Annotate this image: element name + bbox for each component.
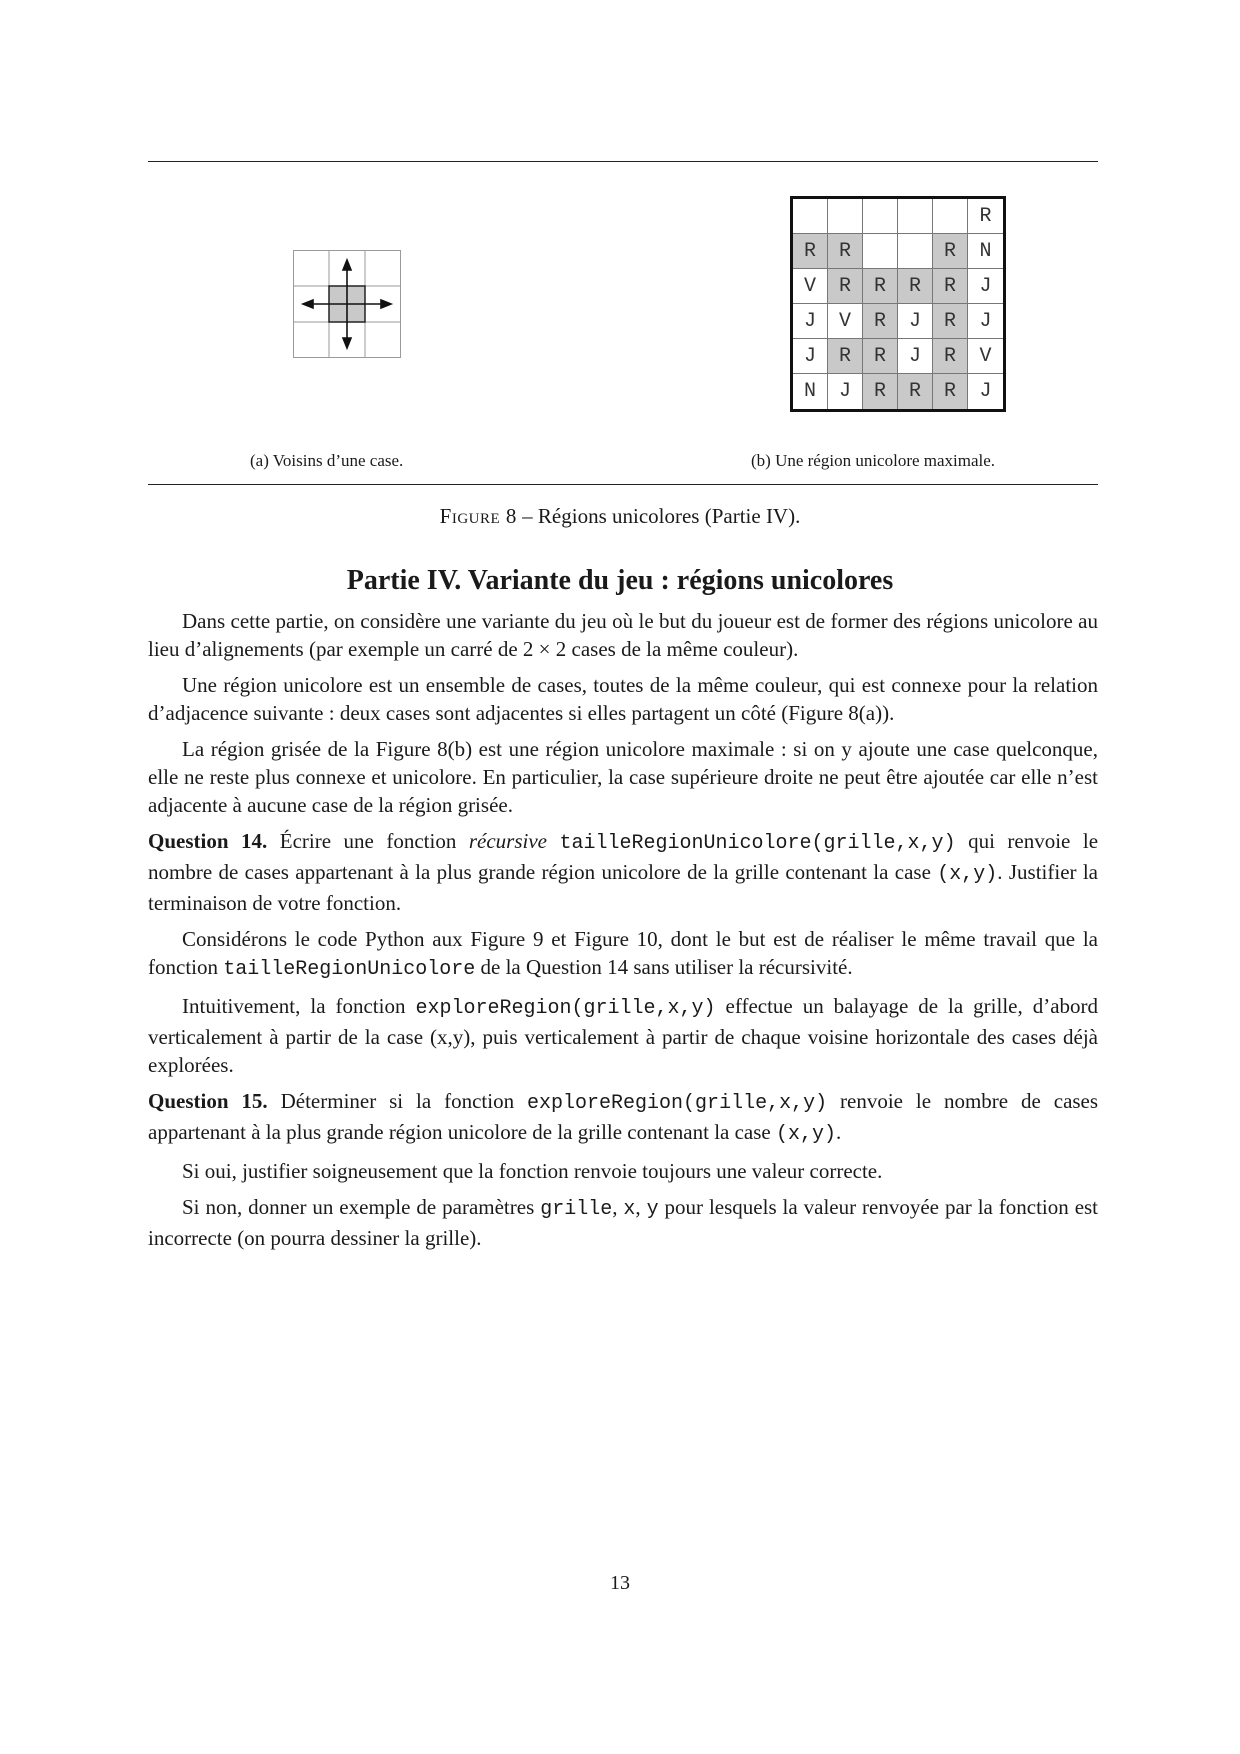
paragraph-5-text-b: effectue un balayage de la grille, d’abord verticalement à partir de la case (x,y), puis verticalement à partir de chaque voisine horizontale des cases déjà explorées. bbox=[148, 994, 1099, 1077]
paragraph-7-code-1: grille bbox=[540, 1198, 613, 1221]
paragraph-5 bbox=[148, 992, 1098, 1079]
grid-cell: N bbox=[793, 374, 828, 409]
grid-cell: R bbox=[863, 339, 898, 374]
grid-cell: R bbox=[933, 269, 968, 304]
paragraph-7-text-a: Si non, donner un exemple de paramètres bbox=[182, 1195, 535, 1219]
figure-a-neighbours-diagram bbox=[293, 250, 401, 362]
grid-cell bbox=[793, 199, 828, 234]
figure-b-caption: (b) Une région unicolore maximale. bbox=[751, 451, 996, 470]
page-number: 13 bbox=[610, 1572, 630, 1594]
grid-cell bbox=[898, 234, 933, 269]
paragraph-7-text-b: pour lesquels la valeur renvoyée par la fonction est incorrecte (on pourra dessiner la grille). bbox=[148, 1195, 1099, 1250]
figure-title-text: Régions unicolores (Partie IV). bbox=[537, 504, 801, 528]
grid-cell: R bbox=[933, 234, 968, 269]
grid-cell: R bbox=[933, 339, 968, 374]
question-14-code-2: (x,y) bbox=[937, 863, 998, 886]
paragraph-2: Une région unicolore est un ensemble de cases, toutes de la même couleur, qui est connexe pour la relation d’adjacence suivante : deux cases sont adjacentes si elles partagent un côté (Figure 8(a)). bbox=[148, 673, 1098, 725]
paragraph-4-text-a: Considérons le code Python aux Figure 9 et Figure 10, dont le but est de réaliser le même travail que la fonction bbox=[148, 927, 1098, 979]
figure-a-caption: (a) Voisins d’une case. bbox=[250, 451, 404, 470]
arrows-icon bbox=[303, 260, 391, 348]
grid-cell: R bbox=[863, 269, 898, 304]
grid-cell: R bbox=[968, 199, 1003, 234]
question-15-text-b: renvoie le nombre de cases appartenant à la plus grande région unicolore de la grille contenant la case bbox=[148, 1089, 1099, 1144]
grid-cell: J bbox=[968, 304, 1003, 339]
question-14-italic: récursive bbox=[468, 829, 547, 853]
grid-cell: R bbox=[828, 339, 863, 374]
grid-cell: R bbox=[793, 234, 828, 269]
paragraph-4-code: tailleRegionUnicolore bbox=[223, 958, 476, 981]
question-15 bbox=[148, 1087, 1098, 1149]
grid-cell: V bbox=[828, 304, 863, 339]
grid-cell: V bbox=[793, 269, 828, 304]
question-15-label: Question 15. bbox=[148, 1089, 268, 1113]
grid-cell: R bbox=[898, 269, 933, 304]
question-14-text-a: Écrire une fonction bbox=[279, 829, 457, 853]
grid-cell: R bbox=[898, 374, 933, 409]
grid-cell: R bbox=[863, 374, 898, 409]
question-14-code: tailleRegionUnicolore(grille,x,y) bbox=[559, 832, 956, 855]
grid-cell: J bbox=[968, 269, 1003, 304]
question-15-code-2: (x,y) bbox=[775, 1123, 836, 1146]
question-14-text-b: qui renvoie le nombre de cases appartenant à la plus grande région unicolore de la grille contenant la case bbox=[148, 829, 1099, 884]
grid-cell: J bbox=[793, 339, 828, 374]
grid-cell: R bbox=[828, 269, 863, 304]
paragraph-6: Si oui, justifier soigneusement que la fonction renvoie toujours une valeur correcte. bbox=[182, 1159, 883, 1183]
grid-cell bbox=[863, 199, 898, 234]
grid-cell bbox=[933, 199, 968, 234]
paragraph-4 bbox=[148, 925, 1098, 984]
grid-cell: R bbox=[863, 304, 898, 339]
figure-title-separator: – bbox=[516, 504, 538, 528]
question-14-label: Question 14. bbox=[148, 829, 268, 853]
paragraph-7-code-2: x bbox=[623, 1198, 636, 1221]
grid-cell: R bbox=[933, 304, 968, 339]
grid-cell: J bbox=[898, 339, 933, 374]
figure-label: Figure 8 bbox=[439, 504, 517, 528]
figure-bottom-rule bbox=[148, 484, 1098, 485]
paragraph-1: Dans cette partie, on considère une variante du jeu où le but du joueur est de former des régions unicolore au lieu d’alignements (par exemple un carré de 2 × 2 cases de la même couleur). bbox=[148, 609, 1098, 661]
question-15-text-c: . bbox=[836, 1120, 842, 1144]
grid-cell: R bbox=[933, 374, 968, 409]
body-text bbox=[148, 607, 1098, 1260]
figure-top-rule bbox=[148, 161, 1098, 162]
grid-cell: J bbox=[979, 380, 992, 403]
question-14-text-c: . Justifier la terminaison de votre fonction. bbox=[148, 860, 1098, 915]
figure-a-svg bbox=[293, 250, 401, 358]
figure-b-grid bbox=[790, 196, 1006, 412]
grid-cell bbox=[828, 199, 863, 234]
grid-cell: V bbox=[968, 339, 1003, 374]
paragraph-5-text-a: Intuitivement, la fonction bbox=[182, 994, 406, 1018]
grid-cell: J bbox=[828, 374, 863, 409]
section-title: Partie IV. Variante du jeu : régions unicolores bbox=[346, 565, 894, 596]
paragraph-7-code-3: y bbox=[646, 1198, 659, 1221]
grid-cell: J bbox=[898, 304, 933, 339]
question-14 bbox=[148, 827, 1098, 917]
grid-cell bbox=[863, 234, 898, 269]
question-15-code: exploreRegion(grille,x,y) bbox=[527, 1092, 828, 1115]
grid-cell: J bbox=[793, 304, 828, 339]
grid-cell: R bbox=[828, 234, 863, 269]
grid-cell bbox=[898, 199, 933, 234]
grid-cell: N bbox=[968, 234, 1003, 269]
paragraph-4-text-b: de la Question 14 sans utiliser la récursivité. bbox=[480, 955, 853, 979]
paragraph-5-code: exploreRegion(grille,x,y) bbox=[415, 997, 716, 1020]
paragraph-3: La région grisée de la Figure 8(b) est une région unicolore maximale : si on y ajoute une case quelconque, elle ne reste plus connexe et unicolore. En particulier, la case supérieure droite ne peut être ajoutée car elle n’est adjacente à aucune case de la région grisée. bbox=[148, 737, 1098, 817]
question-15-text-a: Déterminer si la fonction bbox=[280, 1089, 515, 1113]
paragraph-7: Si non, donner un exemple de paramètres grille, x, y pour lesquels la valeur renvoyée par la fonction est incorrecte (on pourra dessiner la grille). bbox=[148, 1195, 1099, 1250]
figure-title bbox=[0, 504, 1240, 529]
